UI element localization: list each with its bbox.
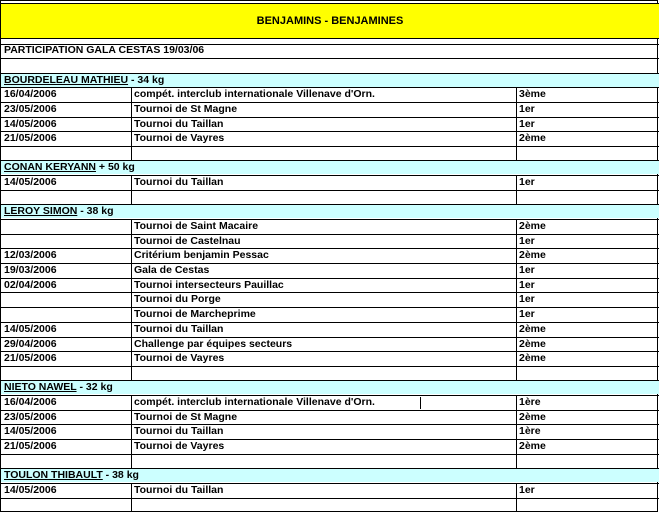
result-event: Tournoi du Taillan [134, 323, 224, 335]
subtitle: PARTICIPATION GALA CESTAS 19/03/06 [4, 44, 205, 56]
result-rank: 1er [519, 176, 535, 188]
result-rank: 3ème [519, 88, 546, 100]
result-date: 23/05/2006 [4, 103, 57, 115]
result-event: Tournoi de Vayres [134, 352, 225, 364]
result-rank: 2ème [519, 132, 546, 144]
result-date: 14/05/2006 [4, 176, 57, 188]
result-rank: 2ème [519, 338, 546, 350]
result-event: Tournoi de Marcheprime [134, 308, 256, 320]
page-title: BENJAMINS - BENJAMINES [1, 3, 659, 39]
athlete-header [1, 73, 659, 87]
result-event: Tournoi du Taillan [134, 425, 224, 437]
result-event: Tournoi du Taillan [134, 484, 224, 496]
athlete-header [1, 204, 659, 218]
athlete-name: LEROY SIMON [4, 205, 78, 217]
result-date: 14/05/2006 [4, 118, 57, 130]
weight-category: - 38 kg [77, 205, 114, 217]
athlete-header [1, 380, 659, 394]
result-rank: 2ème [519, 440, 546, 452]
weight-category: - 38 kg [102, 469, 139, 481]
result-date: 21/05/2006 [4, 440, 57, 452]
result-event: Critérium benjamin Pessac [134, 249, 269, 261]
result-rank: 2ème [519, 220, 546, 232]
result-rank: 1er [519, 484, 535, 496]
result-event: compét. interclub internationale Villenave d'Orn. [134, 88, 375, 100]
result-rank: 1ère [519, 396, 541, 408]
result-event: compét. interclub internationale Villenave d'Orn. [134, 396, 375, 408]
result-event: Tournoi du Porge [134, 293, 221, 305]
result-event: Tournoi de Saint Macaire [134, 220, 259, 232]
result-date: 29/04/2006 [4, 338, 57, 350]
result-date: 02/04/2006 [4, 279, 57, 291]
result-rank: 2ème [519, 411, 546, 423]
result-rank: 1er [519, 264, 535, 276]
result-event: Tournoi de Vayres [134, 132, 225, 144]
weight-category: - 34 kg [128, 74, 165, 86]
result-date: 16/04/2006 [4, 396, 57, 408]
result-event: Gala de Cestas [134, 264, 210, 276]
athlete-name: BOURDELEAU MATHIEU [4, 74, 129, 86]
result-event: Challenge par équipes secteurs [134, 338, 293, 350]
result-date: 23/05/2006 [4, 411, 57, 423]
result-date: 12/03/2006 [4, 249, 57, 261]
result-event: Tournoi de Castelnau [134, 235, 241, 247]
result-rank: 1er [519, 279, 535, 291]
result-rank: 1er [519, 308, 535, 320]
result-event: Tournoi de St Magne [134, 411, 238, 423]
result-rank: 1er [519, 293, 535, 305]
result-date: 21/05/2006 [4, 352, 57, 364]
result-rank: 1ère [519, 425, 541, 437]
result-rank: 2ème [519, 352, 546, 364]
athlete-header [1, 468, 659, 482]
result-date: 14/05/2006 [4, 484, 57, 496]
result-event: Tournoi de St Magne [134, 103, 238, 115]
athlete-header [1, 160, 659, 174]
athlete-name: TOULON THIBAULT [4, 469, 103, 481]
result-event: Tournoi de Vayres [134, 440, 225, 452]
result-date: 19/03/2006 [4, 264, 57, 276]
result-date: 14/05/2006 [4, 323, 57, 335]
result-rank: 1er [519, 118, 535, 130]
result-event: Tournoi du Taillan [134, 176, 224, 188]
result-rank: 2ème [519, 249, 546, 261]
weight-category: - 32 kg [76, 381, 113, 393]
result-date: 14/05/2006 [4, 425, 57, 437]
result-rank: 2ème [519, 323, 546, 335]
result-rank: 1er [519, 103, 535, 115]
weight-category: + 50 kg [95, 161, 135, 173]
result-rank: 1er [519, 235, 535, 247]
result-date: 16/04/2006 [4, 88, 57, 100]
result-date: 21/05/2006 [4, 132, 57, 144]
result-event: Tournoi intersecteurs Pauillac [134, 279, 284, 291]
result-event: Tournoi du Taillan [134, 118, 224, 130]
athlete-name: NIETO NAWEL [4, 381, 77, 393]
athlete-name: CONAN KERYANN [4, 161, 96, 173]
